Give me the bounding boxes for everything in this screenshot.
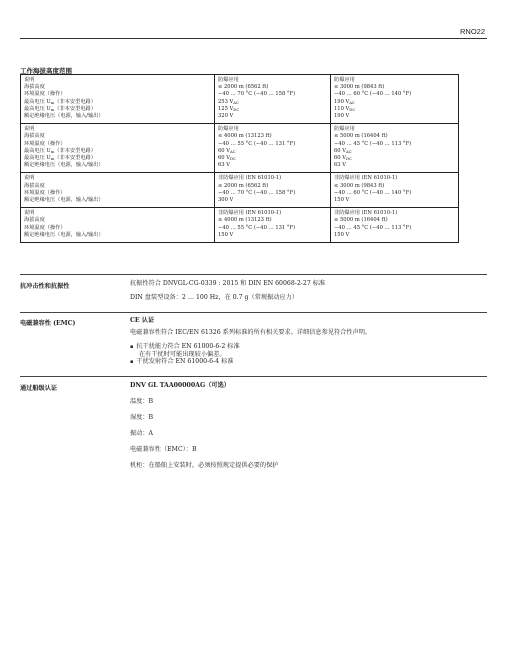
value-cell	[331, 173, 459, 208]
shock-vibration-line-1: 抗振性符合 DNVGL-CG-0339 : 2015 和 DIN EN 60068-2-27 标准	[130, 280, 326, 287]
label-cell	[21, 124, 215, 173]
cell-line: 190 V	[334, 113, 350, 120]
label-cell	[21, 75, 215, 124]
cell-line: 防爆应用	[334, 77, 355, 83]
section-divider	[20, 312, 487, 313]
cell-line: 环境温度（操作）	[24, 91, 66, 98]
emc-intro: 电磁兼容性符合 IEC/EN 61326 系列标准的所有相关要求。详细信息参见符合性声明。	[130, 329, 372, 336]
cell-line: 60 $V_{DC}$	[334, 155, 352, 162]
marine-item: 机柜：在船舶上安装时，必须按照规定提供必要的保护	[130, 462, 279, 469]
cell-line: ≤ 5000 m (16404 ft)	[334, 133, 388, 140]
cell-line: ≤ 4000 m (13123 ft)	[218, 133, 272, 140]
cell-line: 防爆应用	[218, 77, 239, 83]
cell-line: 非防爆应用 (EN 61010-1)	[334, 175, 398, 182]
value-cell	[215, 75, 331, 124]
cell-line: 额定绝缘电压（电源，输入/输出）	[24, 162, 104, 169]
operating-altitude-title: 工作海拔高度范围	[20, 67, 72, 75]
marine-item: 电磁兼容性（EMC）：B	[130, 446, 197, 453]
cell-line: 320 V	[218, 113, 234, 120]
cell-line: ≤ 3000 m (9843 ft)	[334, 84, 385, 91]
value-cell	[331, 75, 459, 124]
cell-line: 额定绝缘电压（电源，输入/输出）	[24, 113, 104, 120]
cell-line: −40 … 60 °C (−40 … 140 °F)	[334, 91, 412, 98]
cell-line: 说明	[24, 175, 35, 182]
cell-line: ≤ 5000 m (16404 ft)	[334, 217, 388, 224]
emc-bullet-immunity-note: 在有干扰时可能出现较小偏差。	[139, 351, 226, 358]
cell-line: ≤ 2000 m (6562 ft)	[218, 182, 269, 189]
shock-vibration-label: 抗冲击性和抗振性	[20, 283, 70, 290]
cell-line: 110 $V_{DC}$	[334, 105, 356, 112]
cell-line: 60 $V_{AC}$	[218, 147, 236, 154]
cell-line: 最高电压 $U_m$（非本安型电路）	[24, 105, 96, 112]
cell-line: 防爆应用	[334, 126, 355, 133]
table-row	[21, 75, 459, 124]
emc-text	[130, 316, 371, 367]
value-cell	[331, 208, 459, 243]
cell-line: 253 $V_{AC}$	[218, 98, 239, 105]
cell-line: −40 … 70 °C (−40 … 158 °F)	[218, 91, 296, 98]
marine-item: 湿度：B	[130, 414, 154, 421]
value-cell	[215, 124, 331, 173]
table-row	[21, 124, 459, 173]
cell-line: −40 … 60 °C (−40 … 140 °F)	[334, 189, 412, 196]
marine-text	[130, 381, 279, 470]
cell-line: −40 … 55 °C (−40 … 131 °F)	[218, 140, 296, 147]
cell-line: 说明	[24, 77, 35, 83]
document-id: RNO22	[459, 27, 485, 36]
cell-line: ≤ 2000 m (6562 ft)	[218, 84, 269, 91]
cell-line: 非防爆应用 (EN 61010-1)	[218, 210, 282, 217]
cell-line: 125 $V_{DC}$	[218, 105, 240, 112]
cell-line: ≤ 4000 m (13123 ft)	[218, 217, 272, 224]
cell-line: 额定绝缘电压（电源，输入/输出）	[24, 197, 104, 204]
emc-bullet-emission: ▪ 干扰发射符合 EN 61000-6-4 标准	[130, 357, 371, 367]
cell-line: 海拔高度	[24, 182, 45, 189]
cell-line: 说明	[24, 210, 35, 217]
cell-line: 额定绝缘电压（电源，输入/输出）	[24, 231, 104, 238]
cell-line: −40 … 55 °C (−40 … 131 °F)	[218, 224, 296, 231]
cell-line: 环境温度（操作）	[24, 224, 66, 231]
cell-line: ≤ 3000 m (9843 ft)	[334, 182, 385, 189]
operating-altitude-table	[20, 74, 459, 243]
marine-heading: DNV GL TAA00000AG（可选）	[130, 382, 230, 389]
table-row	[21, 208, 459, 243]
emc-heading: CE 认证	[130, 317, 155, 324]
section-divider	[20, 376, 487, 377]
cell-line: 最高电压 $U_m$（非本安型电路）	[24, 147, 96, 154]
cell-line: 300 V	[218, 197, 234, 204]
cell-line: 海拔高度	[24, 133, 45, 140]
cell-line: 说明	[24, 126, 35, 133]
cell-line: 非防爆应用 (EN 61010-1)	[218, 175, 282, 182]
cell-line: 150 V	[334, 231, 350, 238]
cell-line: −40 … 70 °C (−40 … 158 °F)	[218, 189, 296, 196]
shock-vibration-text	[130, 279, 325, 302]
cell-line: 63 V	[334, 162, 346, 169]
cell-line: −40 … 45 °C (−40 … 113 °F)	[334, 140, 412, 147]
cell-line: 60 $V_{DC}$	[218, 155, 236, 162]
cell-line: 海拔高度	[24, 217, 45, 224]
value-cell	[215, 208, 331, 243]
value-cell	[331, 124, 459, 173]
cell-line: −40 … 45 °C (−40 … 113 °F)	[334, 224, 412, 231]
page-header	[20, 0, 487, 39]
cell-line: 海拔高度	[24, 84, 45, 91]
cell-line: 60 $V_{AC}$	[334, 147, 352, 154]
cell-line: 190 $V_{AC}$	[334, 98, 355, 105]
marine-item: 振动：A	[130, 430, 154, 437]
emc-bullet-immunity: ▪ 抗干扰能力符合 EN 61000-6-2 标准	[130, 342, 371, 352]
cell-line: 63 V	[218, 162, 230, 169]
emc-label: 电磁兼容性 (EMC)	[20, 320, 76, 327]
cell-line: 最高电压 $U_m$（非本安型电路）	[24, 98, 96, 105]
cell-line: 最高电压 $U_m$（非本安型电路）	[24, 155, 96, 162]
section-divider	[20, 274, 487, 275]
value-cell	[215, 173, 331, 208]
table-row	[21, 173, 459, 208]
cell-line: 非防爆应用 (EN 61010-1)	[334, 210, 398, 217]
cell-line: 环境温度（操作）	[24, 189, 66, 196]
cell-line: 150 V	[218, 231, 234, 238]
marine-item: 温度：B	[130, 398, 154, 405]
label-cell	[21, 208, 215, 243]
cell-line: 防爆应用	[218, 126, 239, 133]
shock-vibration-line-2: DIN 盘装型设备：2 … 100 Hz，在 0.7 g（常规振动应力）	[130, 294, 299, 301]
marine-label: 通过船级认证	[20, 385, 58, 392]
cell-line: 环境温度（操作）	[24, 140, 66, 147]
label-cell	[21, 173, 215, 208]
cell-line: 150 V	[334, 197, 350, 204]
